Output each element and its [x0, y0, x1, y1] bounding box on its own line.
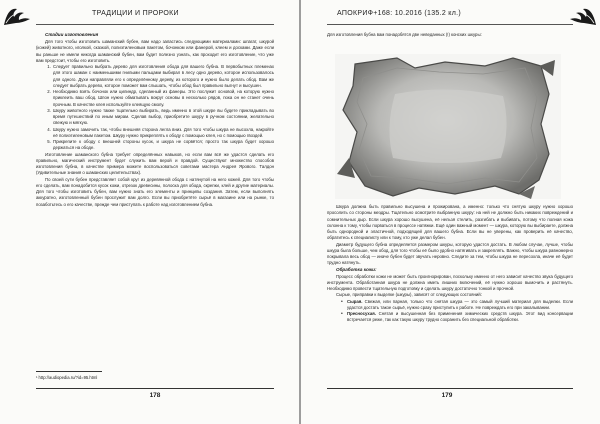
right-page	[301, 0, 600, 424]
footer-rule	[327, 388, 573, 389]
running-head: АПОКРИФ+168: 10.2016 (135.2 кл.)	[337, 10, 461, 17]
footnote-link[interactable]: ¹ http://audiopedia.ru/?id=95.html	[36, 375, 98, 380]
steps-list	[36, 64, 274, 152]
ornament-icon	[2, 3, 32, 27]
page-number: 178	[149, 392, 161, 399]
subheading: Обработка кожи:	[336, 266, 377, 272]
list-item: 2. Необходимо взять бочонок или цилиндр, сделанный из фанеры. Это послужит основой, на которую нужно приклеить ваш обод. Шпон нужно обматывать вокруг основы в несколько рядов, пока он не станет очень прочным. В качестве клея используйте клеящую смолу.	[52, 89, 274, 108]
running-head: ТРАДИЦИИ И ПРОРОКИ	[92, 10, 179, 17]
bullet-text: Снятая и высушенная без применения химических средств шкура. Этот вид консервации встречается реже, так как такую шкуру трудно сохранить без специальной обработки.	[347, 311, 573, 323]
animal-hide-image	[335, 54, 561, 199]
footnote-rule	[36, 371, 102, 372]
paragraph: Процесс обработки кожи не может быть проигнорирован, поскольку именно от него зависит качество звука будущего инструмента. Обработанная шкура не должна иметь лишних включений, её нужно хорошо вымочить и растянуть. Необходимо провести тщательную подготовку и сделать шкуру достаточно тонкой и прочной.	[327, 273, 573, 292]
page-number: 179	[441, 392, 453, 399]
paragraph: Шкура должна быть правильно высушена и прожирована, а именно: только что снятую шкуру нужно хорошо просолить со стороны мездры. Тщательно осмотрите выбранную шкуру: на ней не должно быть никаких повреждений и сомнительных дыр. Если шкура хорошо высушена, её нельзя стелить, разгибать и выбивать, потому что полная кожа склонна к тому, чтобы порваться в процессе натяжки. Ещё один важный момент — шкура, которую вы выбираете, должна быть однородной и эластичной, подходящей для вашего бубна. Если вы не уверены, как проверить её качество, обратитесь к специалисту или к тому, кто уже делал бубен.	[327, 204, 573, 241]
header-rule	[327, 24, 573, 25]
list-item: 1. Следует правильно выбрать дерево для изготовления обода для вашего бубна. В первобытных племенах для этого шаман с наименьшими гнилыми пальцами выбирал в лесу одно дерево, которое использовалось для одного. Духи направляли его к определённому дереву, из которого и нужно было делать обод. Вам же следует выбрать дерево, которое поможет вам слышать, чтобы обод был правильно выгнут и высушен.	[52, 64, 274, 89]
paragraph: Сырые, приправки к выделке (шкуры), зависят от следующих состояний:	[336, 292, 482, 298]
paragraph: Изготовление шаманского бубна требует определённых навыков, но если вам всё же удастся сделать его правильно, магический инструмент будет служить вам верой и правдой. Существуют множество способов изготовления бубна, в качестве примера можете воспользоваться советами мастера Андрея Ярового. Талдон (Удивительные знания о шаманских целительствах).	[36, 151, 274, 176]
bullet-text: Свежая, или парная, только что снятая шкура — это самый лучший материал для выделки. Если удастся достать такое сырьё, нужно сразу приступить к работе. Не повреждать его при закалывании.	[347, 298, 573, 310]
right-body-lower	[327, 204, 573, 324]
paragraph: Диаметр будущего бубна определяется размером шкуры, которую удастся достать. В любом случае, лучше, чтобы шкура была больше, чем обод, для того чтобы её было удобно натягивать и закреплять. Важно, чтобы шкура равномерно покрывала весь обод — иначе бубен будет звучать неровно. Следите за тем, чтобы шкура не пересохла, иначе её будет трудно натянуть.	[327, 241, 573, 266]
list-item: 5. Прикрепите к ободу с внешней стороны кусок, и шкура не сорвётся; просто так шкура будет хорошо держаться на ободе.	[52, 139, 274, 152]
figure-caption: Для изготовления бубна вам понадобятся две неведанных (!) конских шкуры:	[327, 32, 482, 37]
right-body	[327, 32, 573, 38]
list-item	[347, 311, 573, 324]
bullet-list	[327, 299, 573, 324]
left-body	[36, 32, 274, 208]
footer-rule	[36, 388, 274, 389]
list-item: 4. Шкуру нужно замочить так, чтобы внешняя сторона легла вниз. Для того чтобы шкура не высохла, накройте её полиэтиленовым пакетом. Шкуру нужно прикреплять к ободу с помощью клея, но с помощью гвоздей.	[52, 127, 274, 140]
bullet-term: Пресносухая.	[347, 311, 376, 317]
header-rule	[36, 24, 274, 25]
list-item: 3. Шкуру животного нужно также тщательно выбирать, ведь именно в этой шкуре вы будете прикладывать во время путешествий по иным мирам. Сделав выбор, приобретите шкуру в ручном состоянии, желательно свежую и мягкую.	[52, 108, 274, 127]
list-item	[347, 299, 573, 312]
paragraph: По своей сути бубен представляет собой круг из деревянной обода с натянутой на него кожей. Для того чтобы его сделать, вам понадобится кусок кожи, отрезок древесины, полоска для обода, скрепки, клей и другие материалы. Для того чтобы изготовить бубен, вам нужно знать его элементы и принципы создания. Затем, если выполнять аккуратно, изготовленный бубен прослужит вам долго. Если вы приобретёте сырьё в магазине или на рынке, то позаботьтесь о его качестве, прежде чем приступать к работе над изготовлением бубна.	[36, 176, 274, 207]
left-page	[0, 0, 299, 424]
section-title: Стадии изготовления	[45, 32, 99, 37]
bullet-term: Сырая.	[347, 298, 363, 304]
intro-paragraph: Для того чтобы изготовить шаманский бубен, вам надо запастись следующими материалами: шпагат, шкурой (кожей) животного, иголкой, сказкой, полиэтиленовым пакетом, бочонком или фанерой, клеем и досками. Даже если вы раньше не имели никогда шаманский бубен, вам будет полезно узнать, как проходит его изготовление, что уже вам предстоит, чтобы его изготовить.	[36, 39, 274, 63]
hide-photo	[335, 54, 561, 199]
